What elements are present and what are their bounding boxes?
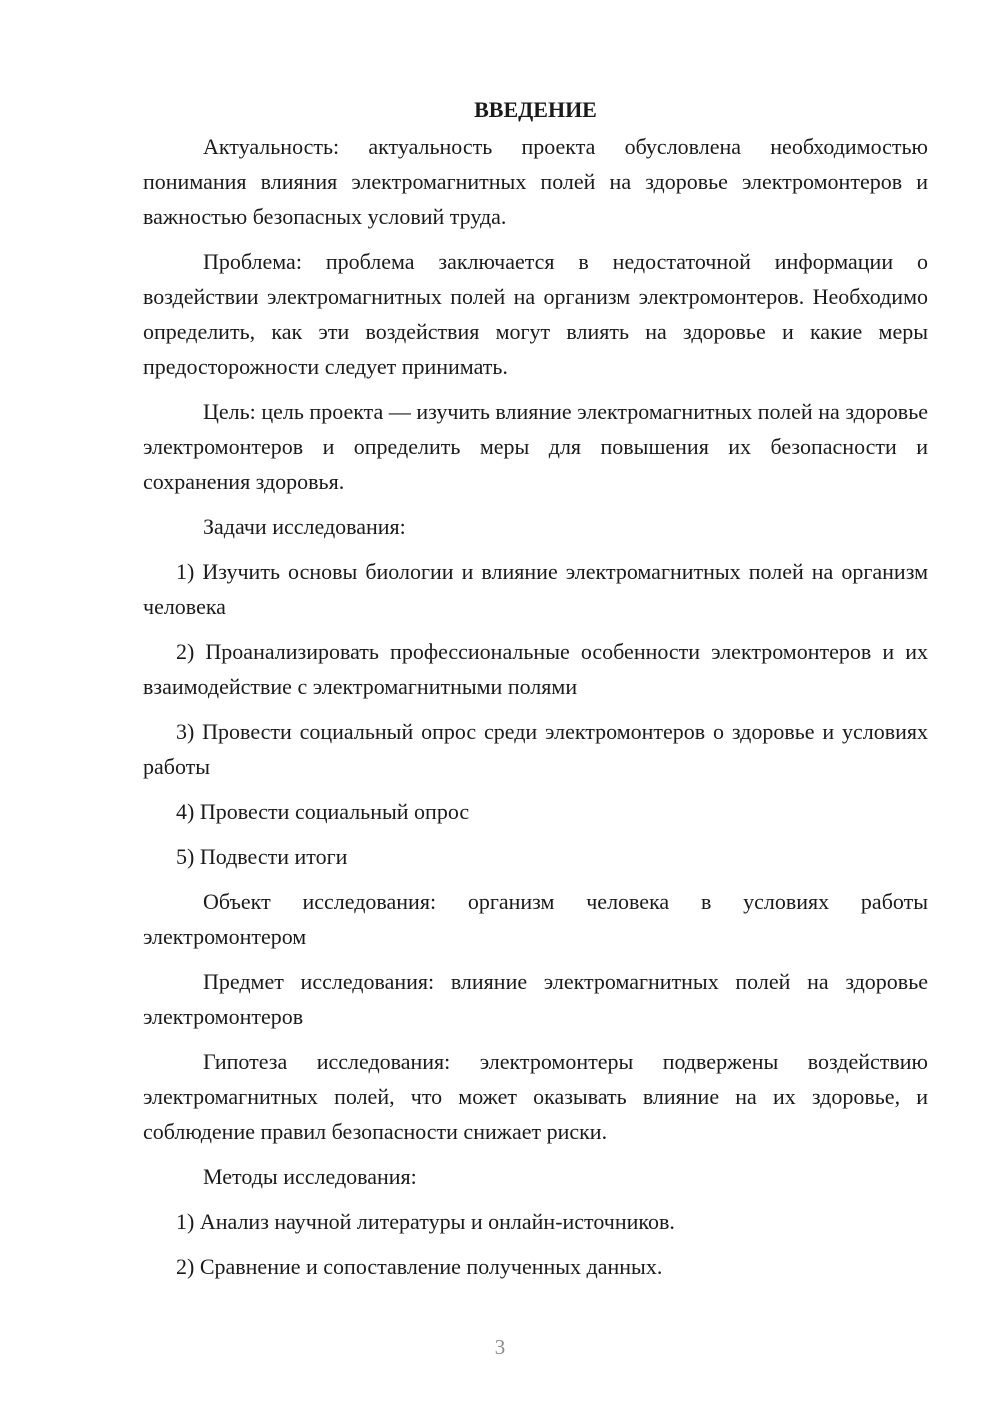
list-item: 5) Подвести итоги bbox=[176, 844, 348, 869]
object-paragraph: Объект исследования: организм человека в условиях работы электромонтером bbox=[143, 889, 928, 949]
list-item: 2) Сравнение и сопоставление полученных данных. bbox=[176, 1254, 663, 1279]
methods-heading: Методы исследования: bbox=[203, 1164, 417, 1189]
tasks-list bbox=[143, 554, 928, 874]
tasks-heading: Задачи исследования: bbox=[203, 514, 406, 539]
subject-paragraph: Предмет исследования: влияние электромагнитных полей на здоровье электромонтеров bbox=[143, 969, 928, 1029]
hypothesis-paragraph: Гипотеза исследования: электромонтеры подвержены воздействию электромагнитных полей, что может оказывать влияние на их здоровье, и соблюдение правил безопасности снижает риски. bbox=[143, 1049, 928, 1144]
page-content bbox=[143, 92, 928, 1294]
page-number: 3 bbox=[494, 1335, 506, 1359]
methods-list bbox=[143, 1204, 928, 1284]
goal-paragraph: Цель: цель проекта — изучить влияние электромагнитных полей на здоровье электромонтеров и определить меры для повышения их безопасности и сохранения здоровья. bbox=[143, 399, 928, 494]
page-title: ВВЕДЕНИЕ bbox=[474, 97, 597, 122]
list-item: 3) Провести социальный опрос среди электромонтеров о здоровье и условиях работы bbox=[143, 719, 928, 779]
relevance-paragraph: Актуальность: актуальность проекта обусловлена необходимостью понимания влияния электромагнитных полей на здоровье электромонтеров и важностью безопасных условий труда. bbox=[143, 134, 928, 229]
list-item: 1) Изучить основы биологии и влияние электромагнитных полей на организм человека bbox=[143, 559, 928, 619]
list-item: 1) Анализ научной литературы и онлайн-источников. bbox=[176, 1209, 675, 1234]
list-item: 2) Проанализировать профессиональные особенности электромонтеров и их взаимодействие с электромагнитными полями bbox=[143, 639, 928, 699]
problem-paragraph: Проблема: проблема заключается в недостаточной информации о воздействии электромагнитных полей на организм электромонтеров. Необходимо определить, как эти воздействия могут влиять на здоровье и какие меры предосторожности следует принимать. bbox=[143, 249, 928, 379]
list-item: 4) Провести социальный опрос bbox=[176, 799, 470, 824]
